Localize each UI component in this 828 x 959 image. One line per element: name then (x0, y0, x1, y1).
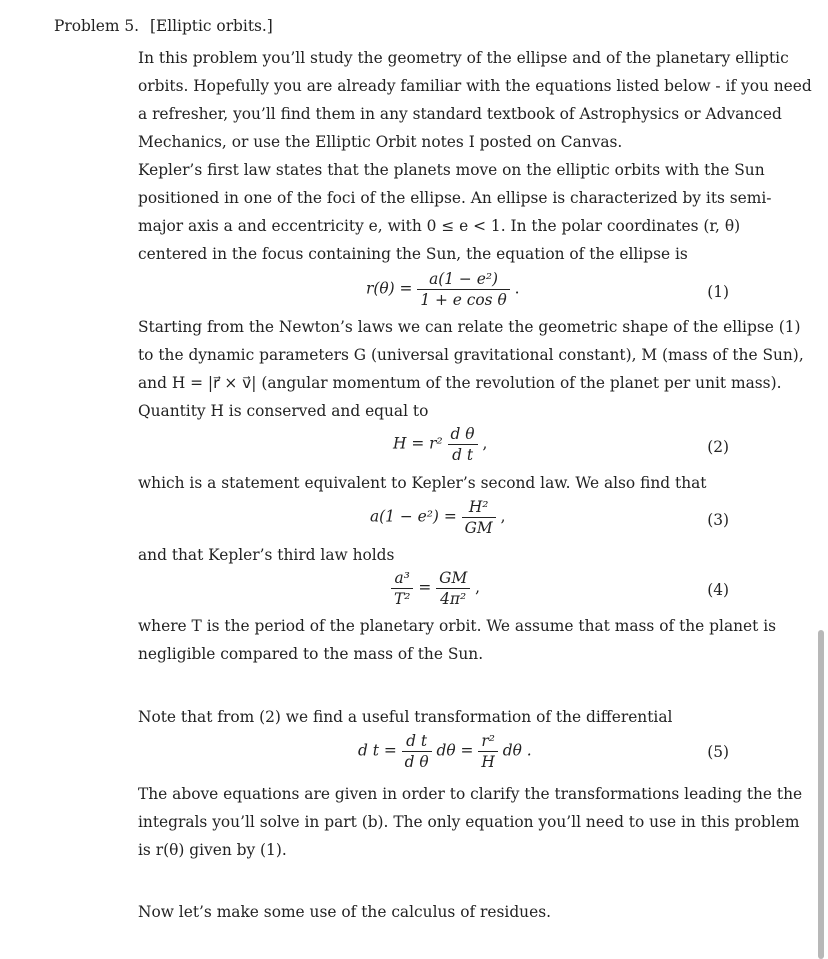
text-line: Quantity H is conserved and equal to (138, 402, 429, 420)
eq-fraction (462, 498, 496, 537)
eq-denominator: H (481, 753, 495, 771)
text-line: negligible compared to the mass of the Sun. (138, 645, 484, 663)
residues-paragraph (138, 898, 729, 926)
intro-paragraph (138, 44, 812, 156)
eq-fraction (417, 270, 509, 309)
eq-fraction-2 (478, 732, 498, 771)
eq-numerator: d θ (448, 425, 478, 445)
period-paragraph (138, 612, 777, 668)
eq-numerator: GM (436, 569, 470, 589)
text-line: Kepler’s first law states that the planets move on the elliptic orbits with the Sun (138, 161, 765, 179)
text-line: which is a statement equivalent to Kepler’s second law. We also find that (138, 474, 707, 492)
problem-label: Problem 5. (54, 17, 140, 35)
text-line: orbits. Hopefully you are already familiar with the equations listed below - if you need (138, 77, 812, 95)
clarify-paragraph (138, 780, 803, 864)
text-line: positioned in one of the foci of the ellipse. An ellipse is characterized by its semi- (138, 189, 772, 207)
eq-lhs: a(1 − e²) = (370, 507, 457, 526)
eq-fraction-right (436, 569, 470, 608)
text-line: Mechanics, or use the Elliptic Orbit notes I posted on Canvas. (138, 133, 623, 151)
kepler-second-law-paragraph (138, 469, 729, 497)
eq-equals: = (418, 578, 432, 597)
eq-denominator: d t (452, 446, 474, 464)
eq-lhs: d t = (358, 741, 397, 760)
eq-numerator: r² (478, 732, 498, 752)
eq-fraction (448, 425, 478, 464)
eq-tail: , (482, 434, 488, 453)
equation-5-number: (5) (707, 743, 729, 761)
vertical-scrollbar[interactable] (818, 630, 824, 959)
problem-title: [Elliptic orbits.] (149, 17, 273, 35)
eq-lhs: r(θ) = (366, 279, 413, 298)
text-line: and that Kepler’s third law holds (138, 546, 395, 564)
eq-denominator: 1 + e cos θ (420, 291, 507, 309)
eq-denominator: 4π² (440, 590, 467, 608)
equation-2-number: (2) (707, 438, 729, 456)
kepler-third-law-paragraph (138, 541, 729, 569)
equation-4-number: (4) (707, 581, 729, 599)
eq-middle: dθ = (436, 741, 474, 760)
eq-numerator: H² (462, 498, 496, 518)
equation-3-number: (3) (707, 511, 729, 529)
equation-2 (393, 425, 487, 464)
differential-paragraph (138, 703, 729, 731)
eq-tail: , (500, 507, 506, 526)
text-line: Note that from (2) we find a useful transformation of the differential (138, 708, 673, 726)
equation-4 (391, 569, 480, 608)
equation-1 (366, 270, 520, 309)
text-line: In this problem you’ll study the geometry of the ellipse and of the planetary elliptic (138, 49, 789, 67)
eq-fraction-1 (402, 732, 432, 771)
problem-heading (54, 17, 273, 35)
text-line: centered in the focus containing the Sun, the equation of the ellipse is (138, 245, 688, 263)
eq-numerator: a(1 − e²) (417, 270, 509, 290)
eq-tail: dθ . (502, 741, 532, 760)
text-line: Starting from the Newton’s laws we can relate the geometric shape of the ellipse (1) (138, 318, 801, 336)
text-line: integrals you’ll solve in part (b). The only equation you’ll need to use in this problem (138, 813, 800, 831)
eq-lhs: H = r² (393, 434, 443, 453)
eq-tail: . (514, 279, 520, 298)
text-line: is r(θ) given by (1). (138, 841, 287, 859)
text-line: a refresher, you’ll find them in any standard textbook of Astrophysics or Advanced (138, 105, 782, 123)
eq-denominator: GM (464, 519, 493, 537)
eq-denominator: d θ (404, 753, 429, 771)
kepler-first-law-paragraph (138, 156, 772, 268)
eq-fraction-left (391, 569, 413, 608)
eq-numerator: a³ (391, 569, 413, 589)
text-line: major axis a and eccentricity e, with 0 ≤ e < 1. In the polar coordinates (r, θ) (138, 217, 741, 235)
eq-denominator: T² (394, 590, 411, 608)
text-line: The above equations are given in order to clarify the transformations leading the the (138, 785, 803, 803)
text-line: and H = |r⃗ × v⃗| (angular momentum of the revolution of the planet per unit mass). (138, 374, 782, 392)
eq-numerator: d t (402, 732, 432, 752)
text-line: Now let’s make some use of the calculus of residues. (138, 903, 551, 921)
equation-1-number: (1) (707, 283, 729, 301)
text-line: where T is the period of the planetary orbit. We assume that mass of the planet is (138, 617, 777, 635)
eq-tail: , (475, 578, 481, 597)
newton-paragraph (138, 313, 804, 425)
equation-5 (358, 732, 532, 771)
equation-3 (370, 498, 506, 537)
text-line: to the dynamic parameters G (universal gravitational constant), M (mass of the Sun), (138, 346, 804, 364)
